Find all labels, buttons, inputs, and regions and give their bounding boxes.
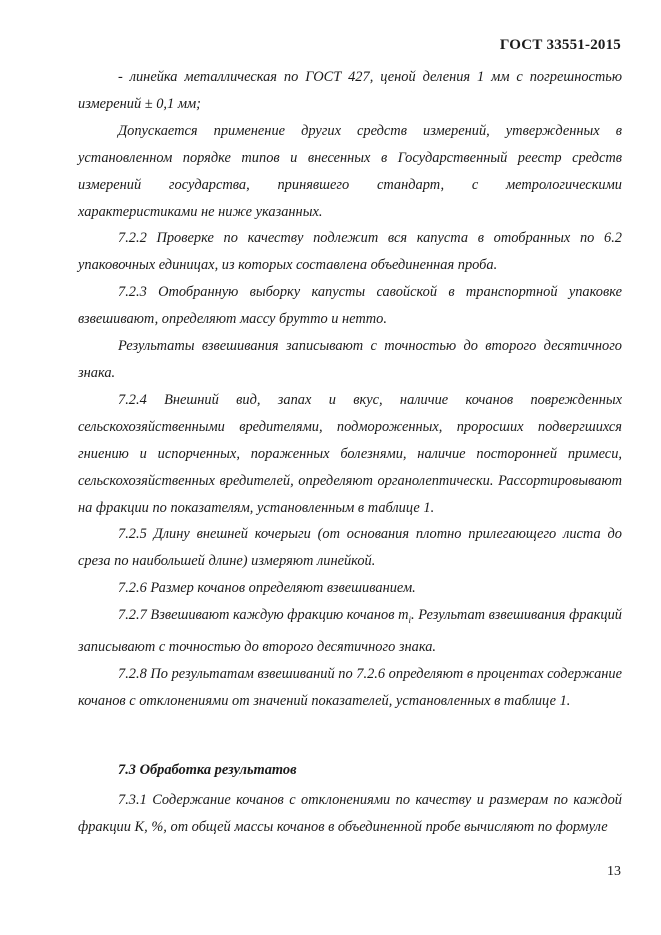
body-text-block xyxy=(78,64,622,715)
subscript-i: i xyxy=(408,615,412,625)
paragraph-7-2-7-end: . Результат взвешивания фракций записывают с точностью до второго десятичного знака. xyxy=(78,607,622,655)
page-number: 13 xyxy=(607,864,621,879)
paragraph-7-2-6: 7.2.6 Размер кочанов определяют взвешиванием. xyxy=(118,580,416,597)
paragraph-7-2-3: 7.2.3 Отобранную выборку капусты савойской в транспортной упаковке взвешивают, определяют массу брутто и нетто. xyxy=(78,284,622,328)
paragraph-7-2-7-start: 7.2.7 Взвешивают каждую фракцию кочанов m xyxy=(118,607,409,624)
document-code: ГОСТ 33551-2015 xyxy=(499,37,621,53)
paragraph-7-2-2: 7.2.2 Проверке по качеству подлежит вся капуста в отобранных по 6.2 упаковочных единицах, из которых составлена объединенная проба. xyxy=(78,230,622,274)
section-body xyxy=(78,787,622,841)
paragraph-weighing-results: Результаты взвешивания записывают с точностью до второго десятичного знака. xyxy=(78,338,622,381)
paragraph-7-2-8: 7.2.8 По результатам взвешиваний по 7.2.6 определяют в процентах содержание кочанов с отклонениями от значений показателей, установленных в таблице 1. xyxy=(78,665,622,709)
paragraph-other-instruments: Допускается применение других средств измерений, утвержденных в установленном порядке типов и внесенных в Государственный реестр средств измерений государства, принявшего стандарт, с метрологическими характеристиками не ниже указанных. xyxy=(78,122,622,220)
paragraph-7-3-1: 7.3.1 Содержание кочанов с отклонениями по качеству и размерам по каждой фракции K, %, от общей массы кочанов в объединенной пробе вычисляют по формуле xyxy=(78,792,622,835)
paragraph-7-2-7 xyxy=(78,602,622,661)
paragraph-7-2-4: 7.2.4 Внешний вид, запах и вкус, наличие кочанов поврежденных сельскохозяйственными вредителями, подмороженных, проросших подвергшихся гниению и испорченных, пораженных болезнями, наличие посторонней примеси, сельскохозяйственных вредителей, определяют органолептически. Рассортировывают на фракции по показателям, установленным в таблице 1. xyxy=(78,391,622,516)
paragraph-7-2-5: 7.2.5 Длину внешней кочерыги (от основания плотно прилегающего листа до среза по наибольшей длине) измеряют линейкой. xyxy=(78,526,622,570)
section-heading: 7.3 Обработка результатов xyxy=(118,762,297,778)
paragraph-ruler: - линейка металлическая по ГОСТ 427, ценой деления 1 мм с погрешностью измерений ± 0,1 мм; xyxy=(78,69,622,112)
